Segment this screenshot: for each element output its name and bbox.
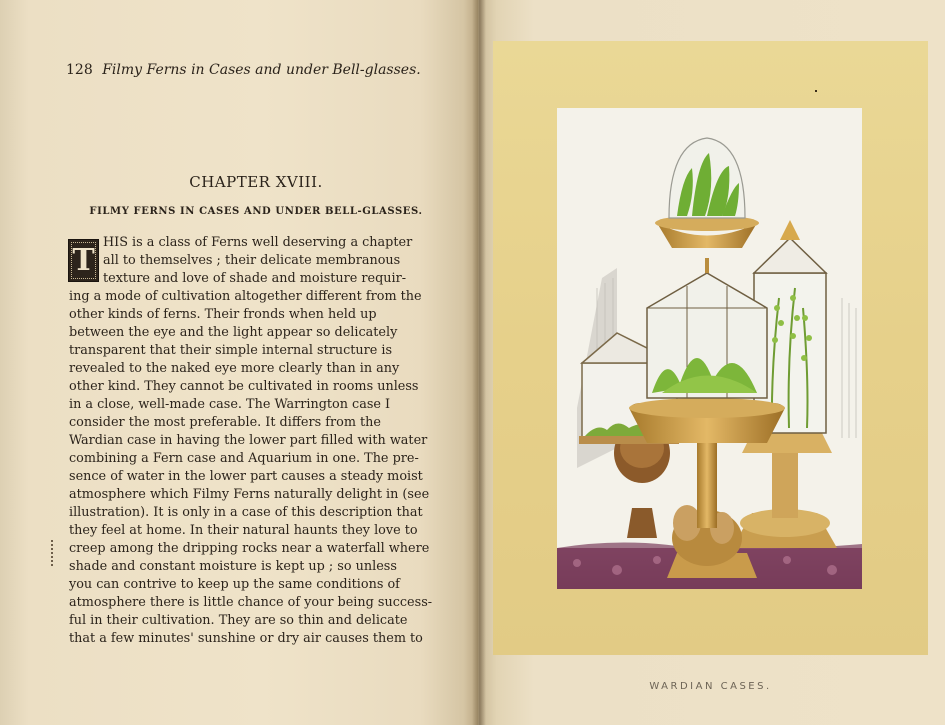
body-line: atmosphere there is little chance of your being success- xyxy=(69,595,433,610)
body-line: sence of water in the lower part causes a steady moist xyxy=(69,469,423,484)
body-line: revealed to the naked eye more clearly than in any xyxy=(69,361,400,376)
body-line: they feel at home. In their natural haunts they love to xyxy=(69,523,418,538)
plate-caption: WARDIAN CASES. xyxy=(649,681,772,692)
body-line: Wardian case in having the lower part filled with water xyxy=(69,433,428,448)
body-line: between the eye and the light appear so delicately xyxy=(69,325,398,340)
drop-cap xyxy=(68,239,99,282)
body-line: you can contrive to keep up the same conditions of xyxy=(69,577,400,592)
body-line: HIS is a class of Ferns well deserving a chapter xyxy=(103,235,413,250)
body-line: atmosphere which Filmy Ferns naturally delight in (see xyxy=(69,487,430,502)
body-line: transparent that their simple internal structure is xyxy=(69,343,393,358)
illustration-svg xyxy=(557,108,862,589)
body-line: illustration). It is only in a case of this description that xyxy=(69,505,423,520)
chapter-title: CHAPTER XVIII. xyxy=(189,173,323,191)
body-line: ful in their cultivation. They are so thin and delicate xyxy=(69,613,408,628)
body-line: combining a Fern case and Aquarium in one. The pre- xyxy=(69,451,419,466)
plate-speck xyxy=(815,90,817,92)
chapter-subtitle: FILMY FERNS IN CASES AND UNDER BELL-GLASSES. xyxy=(89,206,423,217)
body-line: shade and constant moisture is kept up ; so unless xyxy=(69,559,397,574)
body-line: consider the most preferable. It differs from the xyxy=(69,415,381,430)
body-line: in a close, well-made case. The Warrington case I xyxy=(69,397,391,412)
running-head xyxy=(66,62,421,78)
running-title: Filmy Ferns in Cases and under Bell-glasses. xyxy=(102,62,421,78)
margin-mark xyxy=(51,540,55,566)
body-line: that a few minutes' sunshine or dry air causes them to xyxy=(69,631,423,646)
body-line: creep among the dripping rocks near a waterfall where xyxy=(69,541,430,556)
drop-cap-letter: T xyxy=(72,242,95,278)
page-number: 128 xyxy=(66,62,93,78)
body-line: other kind. They cannot be cultivated in rooms unless xyxy=(69,379,419,394)
book-gutter xyxy=(472,0,486,725)
body-line: other kinds of ferns. Their fronds when held up xyxy=(69,307,377,322)
wardian-cases-illustration xyxy=(557,108,862,589)
body-line: all to themselves ; their delicate membranous xyxy=(103,253,401,268)
body-line: texture and love of shade and moisture requir- xyxy=(103,271,407,286)
body-line: ing a mode of cultivation altogether different from the xyxy=(69,289,422,304)
